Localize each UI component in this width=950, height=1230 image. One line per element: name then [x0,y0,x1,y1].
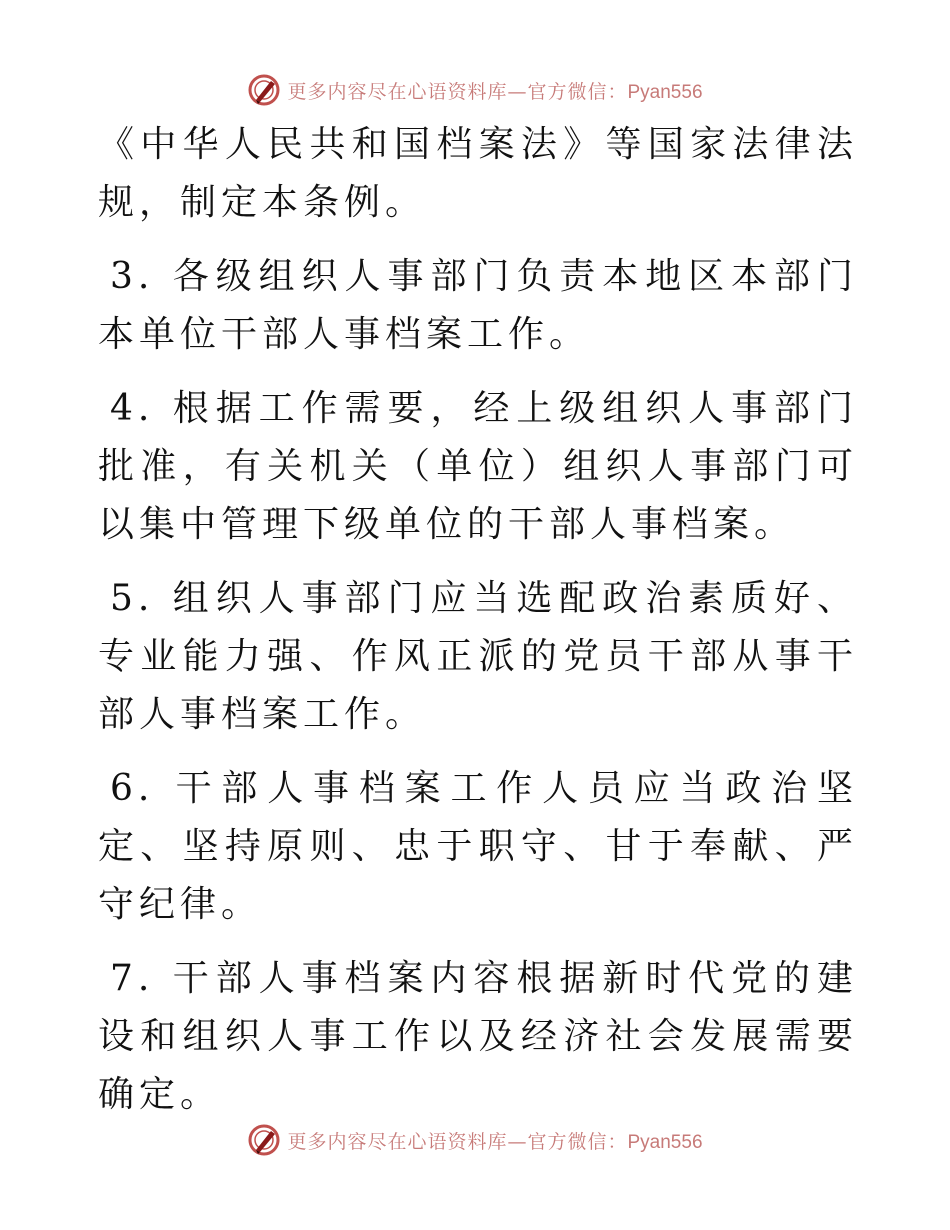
footer-watermark-banner [0,1120,950,1160]
document-body [98,116,858,1140]
header-watermark-banner [0,70,950,110]
footer-banner-text: 更多内容尽在心语资料库—官方微信：Pyan556 [287,1130,703,1153]
header-banner-text: 更多内容尽在心语资料库—官方微信：Pyan556 [287,80,703,103]
paragraph-intro: 《中华人民共和国档案法》等国家法律法规，制定本条例。 [98,124,858,223]
paragraph-item-6: 6. 干部人事档案工作人员应当政治坚定、坚持原则、忠于职守、甘于奉献、严守纪律。 [98,768,858,925]
paragraph-item-3: 3. 各级组织人事部门负责本地区本部门本单位干部人事档案工作。 [98,256,858,355]
paragraph-item-7: 7. 干部人事档案内容根据新时代党的建设和组织人事工作以及经济社会发展需要确定。 [98,958,858,1115]
pen-logo-icon [247,73,281,107]
pen-logo-icon [247,1123,281,1157]
paragraph-item-5: 5. 组织人事部门应当选配政治素质好、专业能力强、作风正派的党员干部从事干部人事档案工作。 [98,578,858,735]
paragraph-item-4: 4. 根据工作需要，经上级组织人事部门批准，有关机关（单位）组织人事部门可以集中管理下级单位的干部人事档案。 [98,388,858,545]
